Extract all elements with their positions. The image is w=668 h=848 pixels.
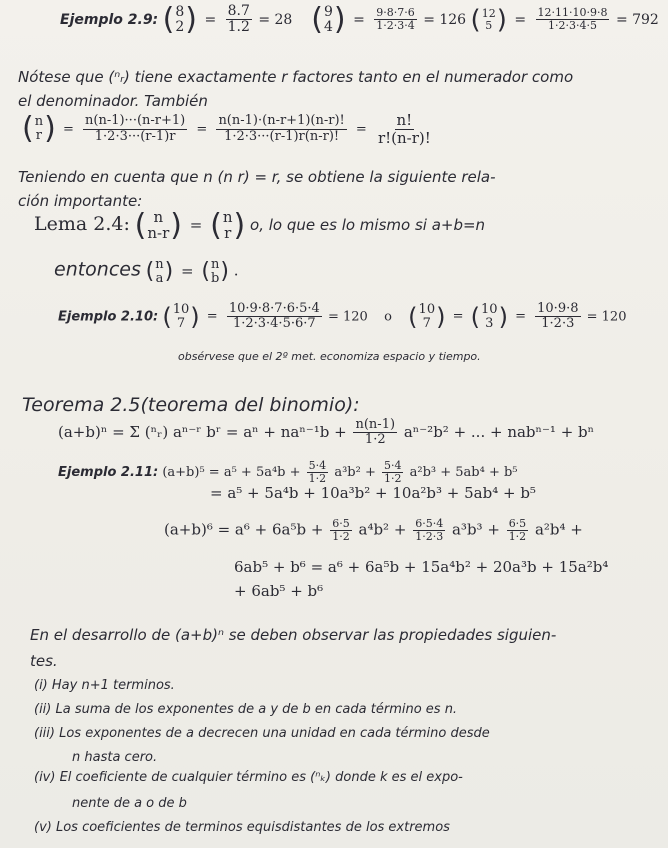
- ejemplo-2-11-line-1: Ejemplo 2.11: (a+b)⁵ = a⁵ + 5a⁴b + $\frac{5\cdot 4}{1\cdot 2}$ a³b² + $\frac{5\cdot 4}{1\cdot 2}$ a²b³ + 5ab⁴ + b⁵: [58, 459, 518, 486]
- ejemplo-2-11-line-5: + 6ab⁵ + b⁶: [234, 582, 324, 600]
- props-intro-2: tes.: [30, 652, 58, 670]
- binomial-identity: ( n r ) = $\frac{n(n-1)\cdot\cdot\cdot(n-r+1)}{1\cdot 2\cdot 3\cdot\cdot\cdot(r-1)r}$ = $\frac{n(n-1)\cdot(n-r+1)(n-r)!}{1\cdot 2\cdot 3\cdot\cdot\cdot(r-1)r(n-r)!}$ = $\frac{n!}{r!(n-r)!}$: [22, 111, 431, 147]
- ejemplo-2-9-line: Ejemplo 2.9: ( 8 2 ) = $\frac{8.7}{1.2}$ = 28 ( 9 4 ) = $\frac{9\cdot 8\cdot 7\cdot 6}{1\cdot 2\cdot 3\cdot 4}$ = 126 ( 12 5 ) = $\frac{12\cdot 11\cdot 10\cdot 9\cdot 8}{1\cdot 2\cdot 3\cdot 4\cdot 5}$ = 792: [60, 1, 659, 37]
- binom-12-5: ( 12 5 ): [470, 4, 507, 35]
- fraction: $\frac{6\cdot 5\cdot 4}{1\cdot 2\cdot 3}$: [415, 517, 444, 544]
- ejemplo-2-10-label: Ejemplo 2.10:: [58, 309, 159, 325]
- fraction: $\frac{10\cdot 9\cdot 8\cdot 7\cdot 6\cdot 5\cdot 4}{1\cdot 2\cdot 3\cdot 4\cdot 5\cdot 6\cdot 7}$: [228, 301, 320, 332]
- prop-iv-2: nente de a o de b: [72, 796, 187, 811]
- lema-line: Lema 2.4: ( n n-r ) = ( n r ) o, lo que es lo mismo si a+b=n: [34, 207, 486, 243]
- teniendo-line-2: ción importante:: [18, 192, 143, 210]
- fraction: $\frac{8.7}{1.2}$: [227, 3, 250, 36]
- ejemplo-2-11-line-4: 6ab⁵ + b⁶ = a⁶ + 6a⁵b + 15a⁴b² + 20a³b + 15a²b⁴: [234, 558, 609, 576]
- ejemplo-2-9-label: Ejemplo 2.9:: [60, 11, 159, 28]
- teorema-title: Teorema 2.5(teorema del binomio):: [22, 394, 360, 416]
- ejemplo-2-10-line: Ejemplo 2.10: ( 10 7 ) = $\frac{10\cdot 9\cdot 8\cdot 7\cdot 6\cdot 5\cdot 4}{1\cdot 2\cdot 3\cdot 4\cdot 5\cdot 6\cdot 7}$ = 120 o ( 10 7 ) = ( 10 3 ) = $\frac{10\cdot 9\cdot 8}{1\cdot 2\cdot 3}$ = 120: [58, 301, 627, 332]
- fraction: $\frac{9\cdot 8\cdot 7\cdot 6}{1\cdot 2\cdot 3\cdot 4}$: [376, 6, 415, 33]
- prop-iii-2: n hasta cero.: [72, 750, 158, 765]
- prop-i: (i) Hay n+1 terminos.: [34, 678, 175, 693]
- teorema-formula: (a+b)ⁿ = Σ (ⁿᵣ) aⁿ⁻ʳ bʳ = aⁿ + naⁿ⁻¹b + $\frac{n(n-1)}{1\cdot 2}$ aⁿ⁻²b² + ... + nabⁿ⁻¹ + bⁿ: [58, 417, 595, 448]
- prop-iv-1: (iv) El coeficiente de cualquier término es (ⁿₖ) donde k es el expo-: [34, 770, 463, 785]
- fraction: $\frac{10\cdot 9\cdot 8}{1\cdot 2\cdot 3}$: [537, 301, 579, 332]
- fraction: $\frac{6\cdot 5}{1\cdot 2}$: [332, 517, 350, 544]
- note-line-1: Nótese que (ⁿᵣ) tiene exactamente r factores tanto en el numerador como: [18, 68, 574, 86]
- note-line-2: el denominador. También: [18, 92, 208, 110]
- binom-9-4: ( 9 4 ): [311, 1, 346, 37]
- ejemplo-2-11-label: Ejemplo 2.11:: [58, 465, 159, 481]
- prop-iii-1: (iii) Los exponentes de a decrecen una unidad en cada término desde: [34, 726, 490, 741]
- fraction: $\frac{n(n-1)\cdot\cdot\cdot(n-r+1)}{1\cdot 2\cdot 3\cdot\cdot\cdot(r-1)r}$: [85, 113, 186, 144]
- binom-8-2: ( 8 2 ): [162, 1, 197, 37]
- fraction: $\frac{n!}{r!(n-r)!}$: [377, 111, 431, 147]
- ejemplo-2-11-line-3: (a+b)⁶ = a⁶ + 6a⁵b + $\frac{6\cdot 5}{1\cdot 2}$ a⁴b² + $\frac{6\cdot 5\cdot 4}{1\cdot 2\cdot 3}$ a³b³ + $\frac{6\cdot 5}{1\cdot 2}$ a²b⁴ +: [164, 517, 583, 544]
- prop-v: (v) Los coeficientes de terminos equisdistantes de los extremos: [34, 820, 450, 835]
- lema-entonces: entonces ( n a ) = ( n b ) .: [54, 257, 239, 286]
- ejemplo-2-11-line-2: = a⁵ + 5a⁴b + 10a³b² + 10a²b³ + 5ab⁴ + b⁵: [210, 484, 536, 502]
- teniendo-line-1: Teniendo en cuenta que n (n r) = r, se obtiene la siguiente rela-: [18, 168, 496, 186]
- lema-label: Lema 2.4:: [34, 212, 130, 235]
- ejemplo-2-10-note: obsérvese que el 2º met. economiza espacio y tiempo.: [178, 350, 481, 363]
- fraction: $\frac{6\cdot 5}{1\cdot 2}$: [508, 517, 527, 544]
- fraction: $\frac{n(n-1)\cdot(n-r+1)(n-r)!}{1\cdot 2\cdot 3\cdot\cdot\cdot(r-1)r(n-r)!}$: [218, 113, 345, 144]
- fraction: $\frac{5\cdot 4}{1\cdot 2}$: [308, 459, 327, 486]
- props-intro-1: En el desarrollo de (a+b)ⁿ se deben observar las propiedades siguien-: [30, 626, 557, 644]
- prop-ii: (ii) La suma de los exponentes de a y de b en cada término es n.: [34, 702, 458, 717]
- fraction: $\frac{5\cdot 4}{1\cdot 2}$: [383, 459, 402, 486]
- fraction: $\frac{n(n-1)}{1\cdot 2}$: [355, 417, 396, 448]
- fraction: $\frac{12\cdot 11\cdot 10\cdot 9\cdot 8}{1\cdot 2\cdot 3\cdot 4\cdot 5}$: [537, 6, 608, 33]
